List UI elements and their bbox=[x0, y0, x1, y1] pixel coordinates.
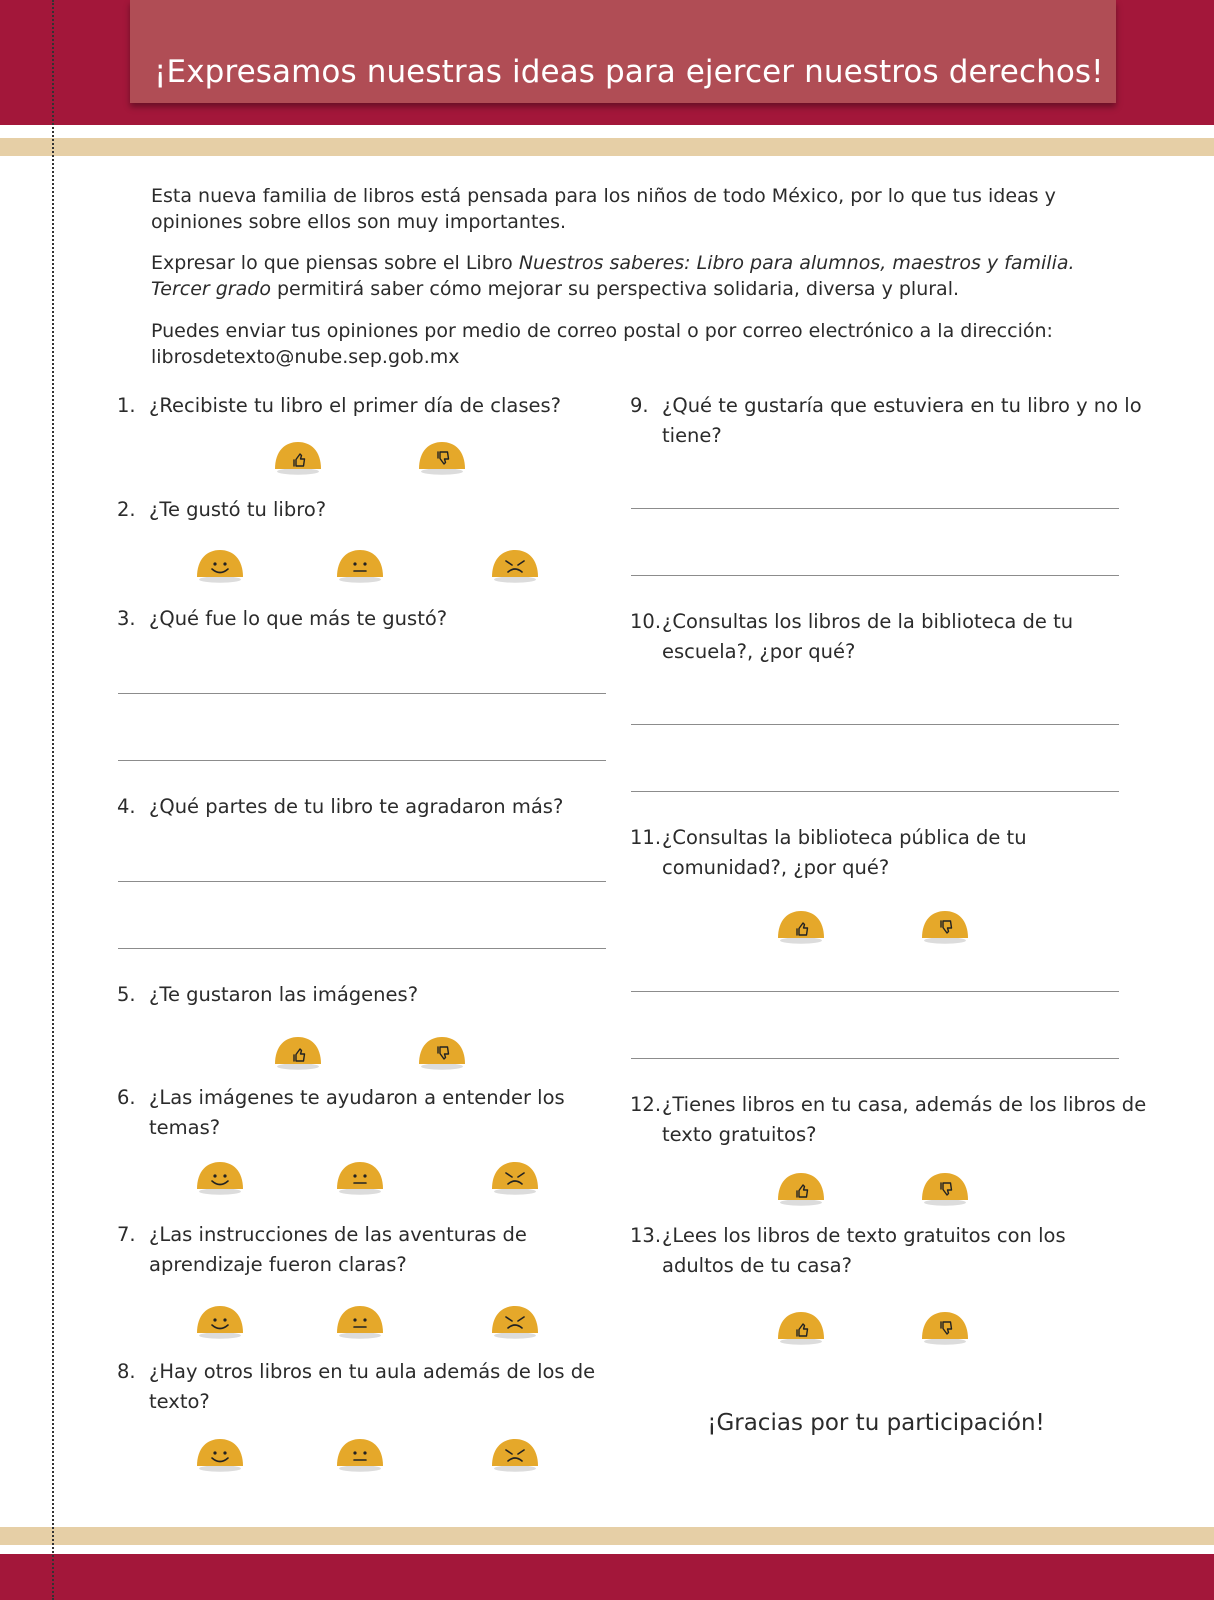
happy-face-icon[interactable] bbox=[195, 1304, 245, 1339]
thumbs-down-icon[interactable] bbox=[920, 1171, 970, 1206]
answer-line[interactable] bbox=[631, 575, 1119, 576]
intro-paragraph-2: Expresar lo que piensas sobre el Libro Nuestros saberes: Libro para alumnos, maestros y familia. Tercer grado permitirá saber cómo mejorar su perspectiva solidaria, diversa y plural. bbox=[151, 252, 1075, 300]
thumbs-up-icon[interactable] bbox=[776, 1171, 826, 1206]
answer-line[interactable] bbox=[118, 881, 606, 882]
answer-line[interactable] bbox=[118, 760, 606, 761]
answer-line[interactable] bbox=[631, 724, 1119, 725]
thumbs-up-icon[interactable] bbox=[776, 909, 826, 944]
thumbs-down-icon[interactable] bbox=[920, 1310, 970, 1345]
happy-face-icon[interactable] bbox=[195, 1160, 245, 1195]
neutral-face-icon[interactable] bbox=[335, 1304, 385, 1339]
intro-paragraph-3: Puedes enviar tus opiniones por medio de correo postal o por correo electrónico a la dirección: librosdetexto@nube.sep.gob.mx bbox=[151, 320, 1053, 368]
answer-line[interactable] bbox=[118, 693, 606, 694]
angry-face-icon[interactable] bbox=[490, 1160, 540, 1195]
neutral-face-icon[interactable] bbox=[335, 1160, 385, 1195]
title-banner bbox=[130, 0, 1116, 103]
thumbs-up-icon[interactable] bbox=[273, 440, 323, 475]
happy-face-icon[interactable] bbox=[195, 1437, 245, 1472]
neutral-face-icon[interactable] bbox=[335, 548, 385, 583]
thumbs-up-icon[interactable] bbox=[273, 1035, 323, 1070]
thumbs-down-icon[interactable] bbox=[920, 909, 970, 944]
thumbs-up-icon[interactable] bbox=[776, 1310, 826, 1345]
page-title: ¡Expresamos nuestras ideas para ejercer nuestros derechos! bbox=[154, 54, 1104, 90]
happy-face-icon[interactable] bbox=[195, 548, 245, 583]
answer-line[interactable] bbox=[631, 1058, 1119, 1059]
binding-dotted-line bbox=[52, 0, 54, 1600]
answer-line[interactable] bbox=[631, 791, 1119, 792]
header-stripe bbox=[0, 138, 1214, 156]
angry-face-icon[interactable] bbox=[490, 1304, 540, 1339]
thumbs-down-icon[interactable] bbox=[417, 1035, 467, 1070]
thumbs-down-icon[interactable] bbox=[417, 440, 467, 475]
footer-stripe bbox=[0, 1527, 1214, 1545]
intro-paragraph-1: Esta nueva familia de libros está pensada para los niños de todo México, por lo que tus ideas y opiniones sobre ellos son muy importantes. bbox=[151, 185, 1056, 233]
thanks-message: ¡Gracias por tu participación! bbox=[707, 1410, 1045, 1436]
answer-line[interactable] bbox=[631, 508, 1119, 509]
footer-band bbox=[0, 1554, 1214, 1600]
answer-line[interactable] bbox=[118, 948, 606, 949]
angry-face-icon[interactable] bbox=[490, 548, 540, 583]
answer-line[interactable] bbox=[631, 991, 1119, 992]
neutral-face-icon[interactable] bbox=[335, 1437, 385, 1472]
angry-face-icon[interactable] bbox=[490, 1437, 540, 1472]
